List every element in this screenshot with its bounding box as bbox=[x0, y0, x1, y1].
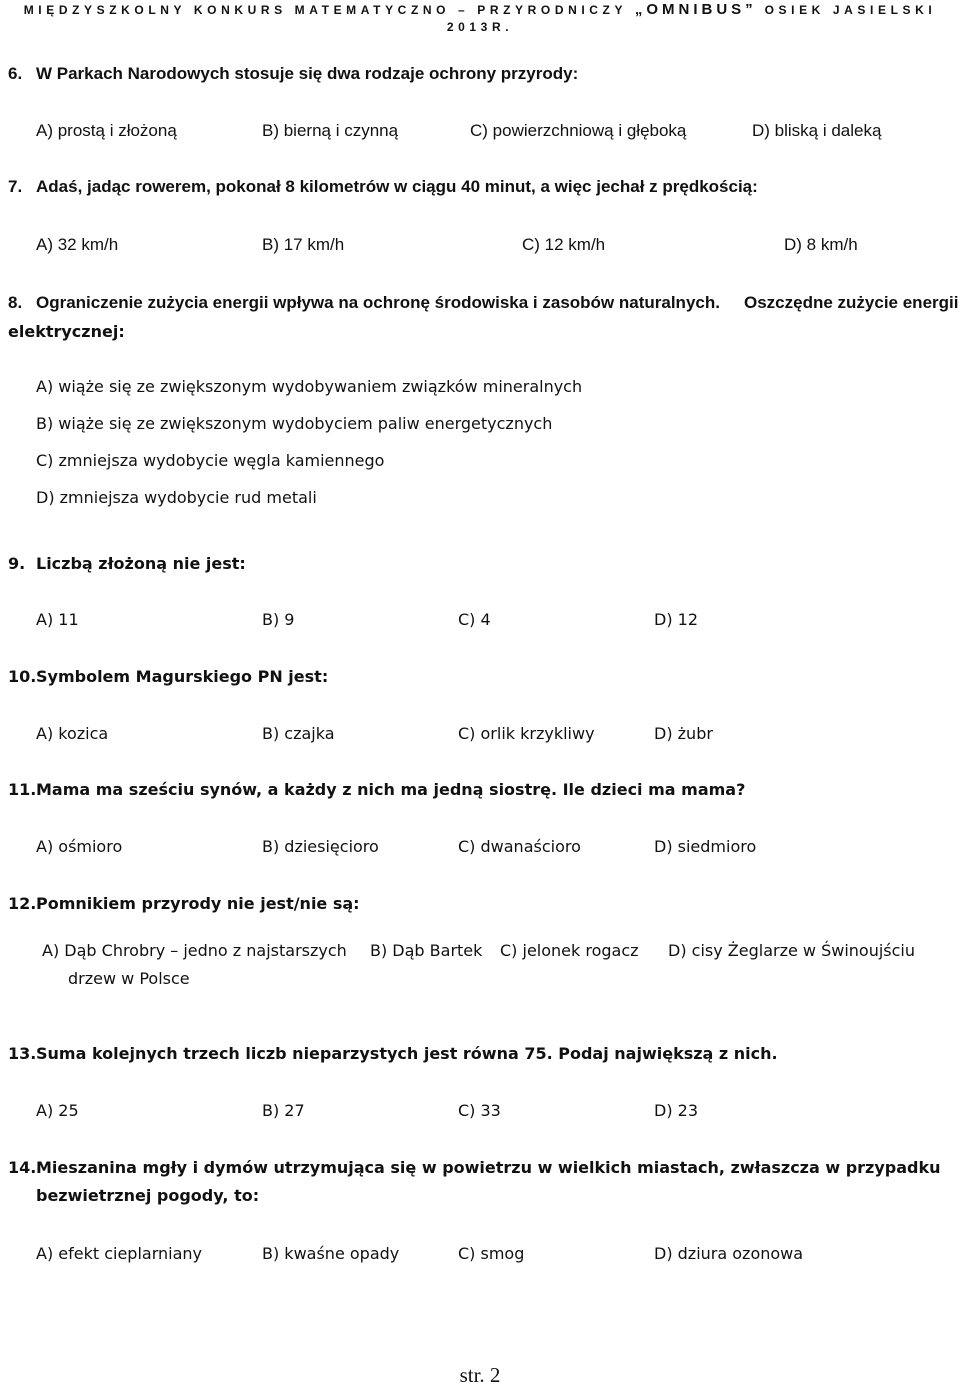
question-12 bbox=[8, 893, 360, 915]
q6-option-c[interactable]: C) powierzchniową i głęboką bbox=[470, 121, 687, 140]
q12-option-a-continued: drzew w Polsce bbox=[68, 969, 190, 988]
question-9 bbox=[8, 553, 246, 575]
q10-option-b[interactable]: B) czajka bbox=[262, 724, 335, 743]
q12-option-c[interactable]: C) jelonek rogacz bbox=[500, 941, 639, 960]
q14-option-d[interactable]: D) dziura ozonowa bbox=[654, 1244, 804, 1263]
q7-option-d[interactable]: D) 8 km/h bbox=[784, 235, 858, 254]
header-contest-name: MIĘDZYSZKOLNY KONKURS MATEMATYCZNO – PRZYRODNICZY bbox=[23, 3, 627, 17]
question-text: Mieszanina mgły i dymów utrzymująca się w powietrzu w wielkich miastach, zwłaszcza w przypadku bbox=[36, 1158, 941, 1177]
question-7 bbox=[8, 176, 758, 198]
q6-option-b[interactable]: B) bierną i czynną bbox=[262, 121, 399, 140]
header-contest-title: „OMNIBUS” bbox=[634, 1, 757, 18]
question-11 bbox=[8, 779, 745, 801]
q8-option-a[interactable]: A) wiąże się ze zwiększonym wydobywaniem związków mineralnych bbox=[36, 377, 583, 396]
question-14-line-2: bezwietrznej pogody, to: bbox=[36, 1186, 260, 1205]
question-8-line-2: elektrycznej: bbox=[8, 322, 125, 341]
question-text: Liczbą złożoną nie jest: bbox=[36, 554, 246, 573]
question-number: 8. bbox=[8, 293, 23, 312]
question-text-continued: Oszczędne zużycie energii bbox=[744, 293, 959, 312]
q13-option-b[interactable]: B) 27 bbox=[262, 1101, 305, 1120]
q14-option-a[interactable]: A) efekt cieplarniany bbox=[36, 1244, 203, 1263]
page-number: str. 2 bbox=[459, 1363, 501, 1387]
q8-option-c[interactable]: C) zmniejsza wydobycie węgla kamiennego bbox=[36, 451, 385, 470]
q12-option-a[interactable]: A) Dąb Chrobry – jedno z najstarszych bbox=[42, 941, 347, 960]
q9-option-d[interactable]: D) 12 bbox=[654, 610, 699, 629]
question-number: 11. bbox=[8, 780, 37, 799]
question-number: 7. bbox=[8, 177, 23, 196]
question-number: 9. bbox=[8, 554, 26, 573]
q11-option-c[interactable]: C) dwanaścioro bbox=[458, 837, 581, 856]
header-line-1 bbox=[0, 0, 960, 20]
q14-option-c[interactable]: C) smog bbox=[458, 1244, 525, 1263]
question-8 bbox=[8, 292, 959, 314]
q13-option-c[interactable]: C) 33 bbox=[458, 1101, 501, 1120]
q11-option-b[interactable]: B) dziesięcioro bbox=[262, 837, 379, 856]
question-text: Ograniczenie zużycia energii wpływa na ochronę środowiska i zasobów naturalnych. bbox=[36, 293, 720, 312]
q11-option-a[interactable]: A) ośmioro bbox=[36, 837, 123, 856]
question-text: Symbolem Magurskiego PN jest: bbox=[36, 667, 329, 686]
question-number: 14. bbox=[8, 1158, 37, 1177]
q9-option-b[interactable]: B) 9 bbox=[262, 610, 295, 629]
q9-option-a[interactable]: A) 11 bbox=[36, 610, 79, 629]
question-10 bbox=[8, 666, 328, 688]
q10-option-c[interactable]: C) orlik krzykliwy bbox=[458, 724, 595, 743]
question-text: Adaś, jadąc rowerem, pokonał 8 kilometrów w ciągu 40 minut, a więc jechał z prędkością: bbox=[36, 177, 758, 196]
question-text: Mama ma sześciu synów, a każdy z nich ma jedną siostrę. Ile dzieci ma mama? bbox=[36, 780, 746, 799]
q9-option-c[interactable]: C) 4 bbox=[458, 610, 491, 629]
question-text: Suma kolejnych trzech liczb nieparzystych jest równa 75. Podaj największą z nich. bbox=[36, 1044, 778, 1063]
q12-option-d[interactable]: D) cisy Żeglarze w Świnoujściu bbox=[668, 941, 915, 960]
question-number: 12. bbox=[8, 894, 37, 913]
q8-option-b[interactable]: B) wiąże się ze zwiększonym wydobyciem paliw energetycznych bbox=[36, 414, 553, 433]
question-number: 6. bbox=[8, 64, 23, 83]
q10-option-a[interactable]: A) kozica bbox=[36, 724, 109, 743]
q14-option-b[interactable]: B) kwaśne opady bbox=[262, 1244, 400, 1263]
question-text: Pomnikiem przyrody nie jest/nie są: bbox=[36, 894, 360, 913]
question-number: 10. bbox=[8, 667, 37, 686]
question-number: 13. bbox=[8, 1044, 37, 1063]
q10-option-d[interactable]: D) żubr bbox=[654, 724, 713, 743]
q11-option-d[interactable]: D) siedmioro bbox=[654, 837, 757, 856]
header-year: 2013R. bbox=[446, 20, 514, 34]
q13-option-a[interactable]: A) 25 bbox=[36, 1101, 79, 1120]
q6-option-a[interactable]: A) prostą i złożoną bbox=[36, 121, 177, 140]
q7-option-c[interactable]: C) 12 km/h bbox=[522, 235, 606, 254]
q6-option-d[interactable]: D) bliską i daleką bbox=[752, 121, 882, 140]
q7-option-a[interactable]: A) 32 km/h bbox=[36, 235, 119, 254]
question-14 bbox=[8, 1157, 941, 1179]
question-6 bbox=[8, 63, 578, 85]
q13-option-d[interactable]: D) 23 bbox=[654, 1101, 699, 1120]
question-text: W Parkach Narodowych stosuje się dwa rodzaje ochrony przyrody: bbox=[36, 64, 579, 83]
header-location: OSIEK JASIELSKI bbox=[764, 3, 937, 17]
q8-option-d[interactable]: D) zmniejsza wydobycie rud metali bbox=[36, 488, 317, 507]
q12-option-b[interactable]: B) Dąb Bartek bbox=[370, 941, 483, 960]
q7-option-b[interactable]: B) 17 km/h bbox=[262, 235, 345, 254]
question-13 bbox=[8, 1043, 778, 1065]
